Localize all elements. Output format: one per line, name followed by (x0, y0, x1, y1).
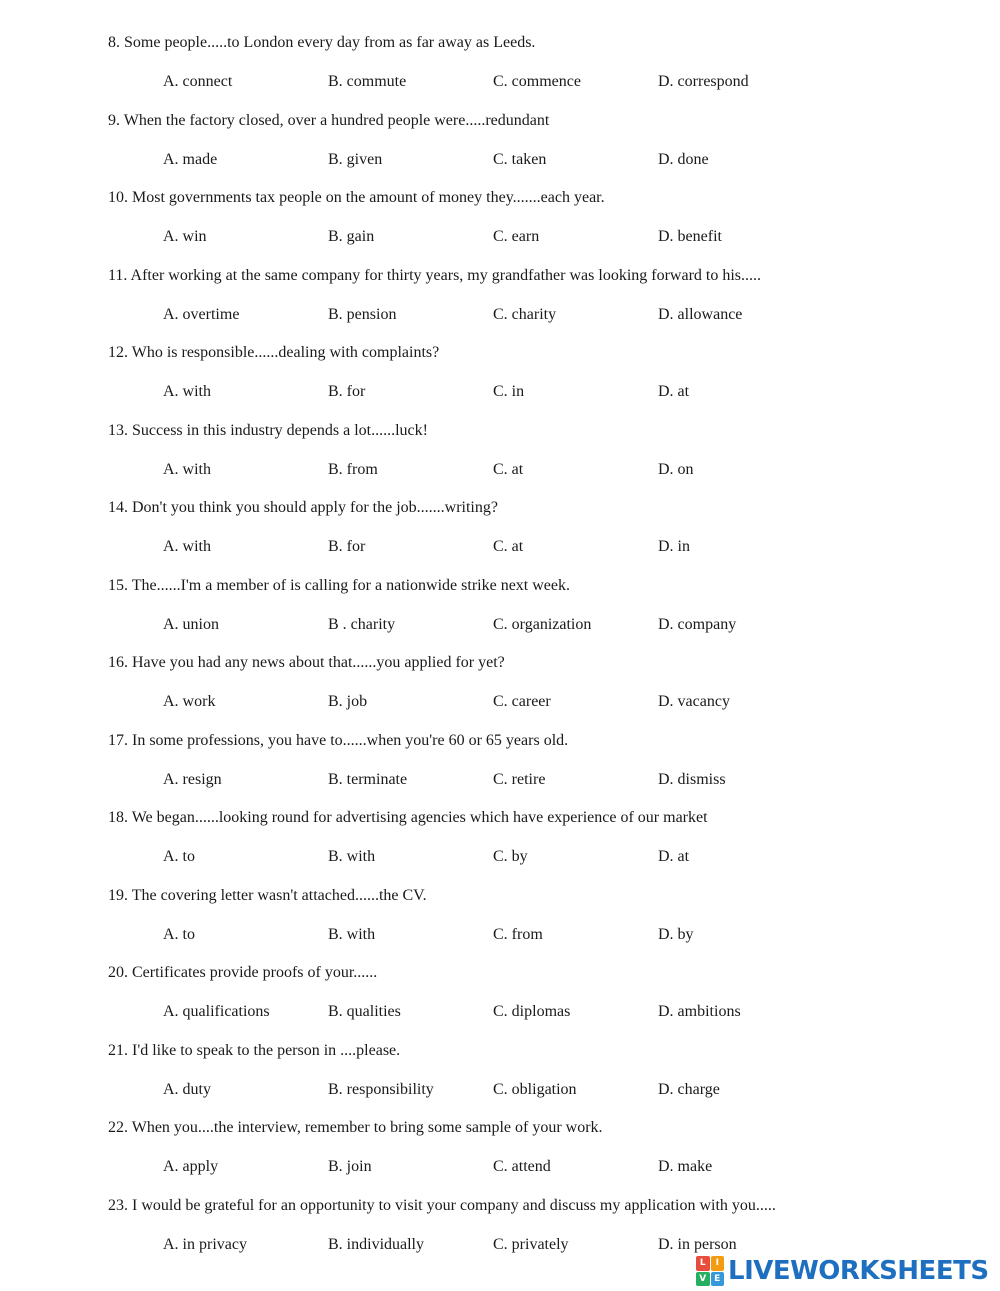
option-b[interactable]: B. individually (328, 1236, 424, 1253)
option-b[interactable]: B. given (328, 151, 383, 168)
option-d[interactable]: D. charge (658, 1081, 720, 1098)
option-c[interactable]: C. taken (493, 151, 547, 168)
liveworksheets-logo-icon (696, 1256, 724, 1286)
option-a[interactable]: A. overtime (163, 306, 240, 323)
option-a[interactable]: A. duty (163, 1081, 211, 1098)
option-b[interactable]: B . charity (328, 616, 396, 633)
question-text: 18. We began......looking round for advertising agencies which have experience of our market (108, 809, 708, 826)
option-a[interactable]: A. qualifications (163, 1003, 270, 1020)
question-text: 14. Don't you think you should apply for the job.......writing? (108, 499, 498, 516)
option-b[interactable]: B. gain (328, 228, 375, 245)
option-d[interactable]: D. benefit (658, 228, 722, 245)
question-text: 20. Certificates provide proofs of your...... (108, 964, 378, 981)
option-a[interactable]: A. made (163, 151, 218, 168)
option-b[interactable]: B. job (328, 693, 368, 710)
question-text: 8. Some people.....to London every day from as far away as Leeds. (108, 34, 536, 51)
question-text: 22. When you....the interview, remember to bring some sample of your work. (108, 1119, 603, 1136)
option-c[interactable]: C. attend (493, 1158, 551, 1175)
option-c[interactable]: C. diplomas (493, 1003, 571, 1020)
option-b[interactable]: B. terminate (328, 771, 408, 788)
option-a[interactable]: A. union (163, 616, 219, 633)
option-c[interactable]: C. earn (493, 228, 540, 245)
option-c[interactable]: C. by (493, 848, 528, 865)
option-a[interactable]: A. connect (163, 73, 233, 90)
liveworksheets-watermark (696, 1254, 996, 1288)
option-d[interactable]: D. make (658, 1158, 713, 1175)
option-c[interactable]: C. obligation (493, 1081, 577, 1098)
option-b[interactable]: B. with (328, 926, 376, 943)
option-b[interactable]: B. responsibility (328, 1081, 434, 1098)
option-c[interactable]: C. organization (493, 616, 592, 633)
option-a[interactable]: A. apply (163, 1158, 219, 1175)
option-a[interactable]: A. with (163, 461, 211, 478)
option-d[interactable]: D. on (658, 461, 694, 478)
option-b[interactable]: B. join (328, 1158, 372, 1175)
option-d[interactable]: D. dismiss (658, 771, 726, 788)
option-b[interactable]: B. for (328, 383, 366, 400)
question-text: 21. I'd like to speak to the person in ....please. (108, 1042, 401, 1059)
option-c[interactable]: C. charity (493, 306, 557, 323)
question-text: 10. Most governments tax people on the amount of money they.......each year. (108, 189, 605, 206)
option-d[interactable]: D. company (658, 616, 737, 633)
option-d[interactable]: D. allowance (658, 306, 743, 323)
question-text: 19. The covering letter wasn't attached......the CV. (108, 887, 427, 904)
option-d[interactable]: D. at (658, 383, 690, 400)
question-text: 16. Have you had any news about that......you applied for yet? (108, 654, 505, 671)
logo-letter: E (711, 1272, 725, 1287)
question-text: 17. In some professions, you have to......when you're 60 or 65 years old. (108, 732, 569, 749)
question-text: 12. Who is responsible......dealing with complaints? (108, 344, 440, 361)
option-a[interactable]: A. win (163, 228, 207, 245)
logo-letter: L (696, 1256, 710, 1271)
option-a[interactable]: A. in privacy (163, 1236, 247, 1253)
option-c[interactable]: C. career (493, 693, 551, 710)
question-text: 11. After working at the same company for thirty years, my grandfather was looking forward to his..... (108, 267, 762, 284)
option-a[interactable]: A. to (163, 926, 195, 943)
option-b[interactable]: B. pension (328, 306, 397, 323)
option-a[interactable]: A. with (163, 383, 211, 400)
logo-letter: I (711, 1256, 725, 1271)
option-b[interactable]: B. from (328, 461, 378, 478)
question-text: 15. The......I'm a member of is calling for a nationwide strike next week. (108, 577, 571, 594)
option-c[interactable]: C. at (493, 461, 524, 478)
option-d[interactable]: D. ambitions (658, 1003, 741, 1020)
logo-letter: V (696, 1272, 710, 1287)
option-a[interactable]: A. work (163, 693, 216, 710)
option-a[interactable]: A. with (163, 538, 211, 555)
option-d[interactable]: D. correspond (658, 73, 749, 90)
question-text: 9. When the factory closed, over a hundred people were.....redundant (108, 112, 550, 129)
option-c[interactable]: C. from (493, 926, 543, 943)
option-d[interactable]: D. done (658, 151, 709, 168)
option-d[interactable]: D. vacancy (658, 693, 730, 710)
option-c[interactable]: C. commence (493, 73, 581, 90)
question-text: 13. Success in this industry depends a lot......luck! (108, 422, 428, 439)
option-a[interactable]: A. to (163, 848, 195, 865)
option-b[interactable]: B. commute (328, 73, 407, 90)
option-d[interactable]: D. in person (658, 1236, 737, 1253)
question-text: 23. I would be grateful for an opportunity to visit your company and discuss my application with you..... (108, 1197, 776, 1214)
option-d[interactable]: D. by (658, 926, 694, 943)
option-b[interactable]: B. with (328, 848, 376, 865)
option-a[interactable]: A. resign (163, 771, 222, 788)
option-c[interactable]: C. in (493, 383, 525, 400)
option-c[interactable]: C. retire (493, 771, 546, 788)
option-d[interactable]: D. in (658, 538, 690, 555)
option-c[interactable]: C. at (493, 538, 524, 555)
option-c[interactable]: C. privately (493, 1236, 569, 1253)
option-b[interactable]: B. for (328, 538, 366, 555)
option-b[interactable]: B. qualities (328, 1003, 401, 1020)
watermark-text: LIVEWORKSHEETS (728, 1256, 989, 1286)
option-d[interactable]: D. at (658, 848, 690, 865)
